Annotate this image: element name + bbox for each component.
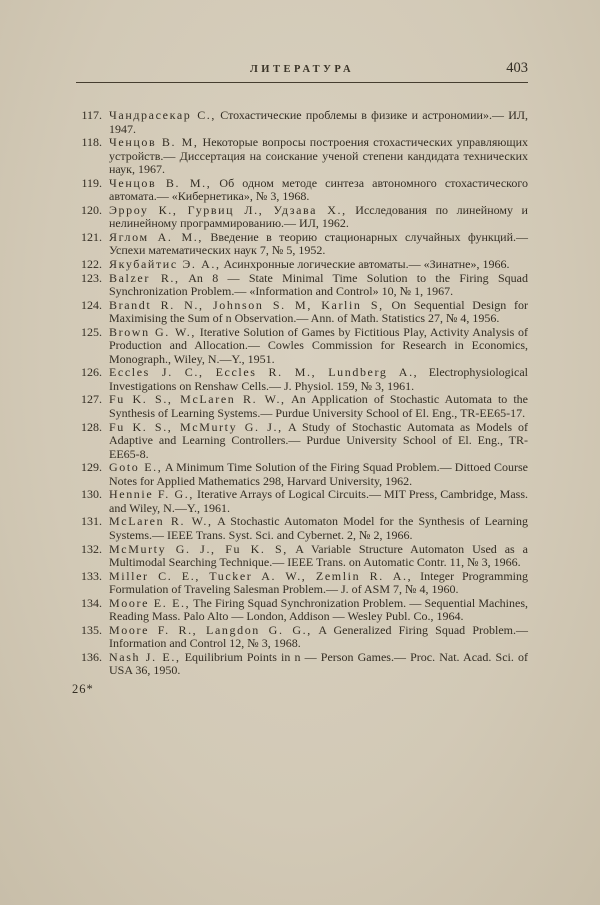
reference-item xyxy=(76,177,528,204)
reference-author: Яглом А. М., xyxy=(109,229,203,244)
reference-item xyxy=(76,204,528,231)
reference-author: Fu K. S., McMurty G. J., xyxy=(109,419,283,434)
reference-author: Brandt R. N., Johnson S. M, Karlin S, xyxy=(109,297,384,312)
reference-number: 126. xyxy=(81,365,102,380)
reference-number: 118. xyxy=(81,135,102,150)
reference-list xyxy=(76,109,528,678)
reference-item xyxy=(76,109,528,136)
reference-author: McMurty G. J., Fu K. S, xyxy=(109,541,288,556)
reference-number: 124. xyxy=(81,297,102,312)
reference-text: Brown G. W., Iterative Solution of Games by Fictitious Play, Activity Analysis of Production and Allocation.— Cowles Commission for Research in Economics, Monograph., Wiley, N.—Y., 1951. xyxy=(109,324,528,366)
reference-number: 119. xyxy=(81,175,102,190)
reference-number: 134. xyxy=(81,595,102,610)
reference-number: 129. xyxy=(81,460,102,475)
reference-author: Miller C. E., Tucker A. W., Zemlin R. A., xyxy=(109,568,413,583)
reference-number: 136. xyxy=(81,649,102,664)
reference-item xyxy=(76,543,528,570)
reference-number: 117. xyxy=(81,108,102,122)
printer-signature-mark: 26* xyxy=(72,681,94,696)
reference-number: 135. xyxy=(81,622,102,637)
reference-author: Eccles J. C., Eccles R. M., Lundberg A., xyxy=(109,365,419,380)
reference-author: Brown G. W., xyxy=(109,324,196,339)
reference-author: Nash J. E., xyxy=(109,649,181,664)
reference-item xyxy=(76,136,528,177)
running-header xyxy=(76,60,528,82)
reference-text: Moore F. R., Langdon G. G., A Generalized Firing Squad Problem.— Information and Control 12, № 3, 1968. xyxy=(109,622,528,651)
reference-text: Eccles J. C., Eccles R. M., Lundberg A., Electrophysiological Investigations on Renshaw Cells.— J. Physiol. 159, № 3, 1961. xyxy=(109,365,528,393)
reference-text: Goto E., A Minimum Time Solution of the Firing Squad Problem.— Dittoed Course Notes for Applied Mathematics 298, Harvard University, 1962. xyxy=(109,460,528,488)
reference-text: Fu K. S., McMurty G. J., A Study of Stochastic Automata as Models of Adaptive and Learning Controllers.— Purdue University School of El. Eng., TR-EE65-8. xyxy=(109,419,528,461)
reference-text: Чандрасекар С., Стохастические проблемы в физике и астрономии».— ИЛ, 1947. xyxy=(109,108,528,136)
reference-author: Hennie F. G., xyxy=(109,487,194,502)
page-body xyxy=(72,60,529,697)
reference-author: Ченцов В. М, xyxy=(109,135,199,150)
reference-item xyxy=(76,488,528,515)
reference-number: 133. xyxy=(81,568,102,583)
reference-item xyxy=(76,393,528,420)
reference-number: 122. xyxy=(81,257,102,272)
reference-number: 130. xyxy=(81,487,102,502)
reference-item xyxy=(76,515,528,542)
reference-text: Эрроу К., Гурвиц Л., Удзава Х., Исследования по линейному и нелинейному программированию.— ИЛ, 1962. xyxy=(109,202,528,231)
reference-author: Ченцов В. М., xyxy=(109,175,212,190)
reference-text: Ченцов В. М., Об одном методе синтеза автономного стохастического автомата.— «Кибернетика», № 3, 1968. xyxy=(109,175,528,204)
running-header-title: ЛИТЕРАТУРА xyxy=(249,64,355,75)
reference-author: Fu K. S., McLaren R. W., xyxy=(109,392,286,407)
reference-text: McMurty G. J., Fu K. S, A Variable Structure Automaton Used as a Multimodal Searching Technique.— IEEE Trans. on Automatic Contr. 11, № 3, 1966. xyxy=(109,541,528,570)
reference-author: Goto E., xyxy=(109,460,163,475)
reference-number: 128. xyxy=(81,419,102,434)
reference-author: Moore E. E., xyxy=(109,595,191,610)
reference-author: Чандрасекар С., xyxy=(109,108,216,122)
page-number: 403 xyxy=(506,60,528,76)
reference-item xyxy=(76,366,528,393)
reference-text: Balzer R., An 8 — State Minimal Time Solution to the Firing Squad Synchronization Problem.— «Information and Control» 10, № 1, 1967. xyxy=(109,270,528,299)
reference-item xyxy=(76,272,528,299)
reference-item xyxy=(76,461,528,488)
reference-item xyxy=(76,231,528,258)
reference-text: Brandt R. N., Johnson S. M, Karlin S, On Sequential Design for Maximising the Sum of n Observation.— Ann. of Math. Statistics 27, № 4, 1956. xyxy=(109,297,529,326)
reference-text: Miller C. E., Tucker A. W., Zemlin R. A., Integer Programming Formulation of Traveling Salesman Problem.— J. of ASM 7, № 4, 1960. xyxy=(109,568,528,597)
header-rule xyxy=(76,82,528,83)
reference-author: Эрроу К., Гурвиц Л., Удзава Х., xyxy=(109,202,347,217)
reference-number: 127. xyxy=(81,392,102,407)
reference-item xyxy=(76,326,528,367)
reference-item xyxy=(76,597,528,624)
reference-item xyxy=(76,299,528,326)
reference-number: 123. xyxy=(81,270,102,285)
reference-number: 120. xyxy=(81,202,102,217)
reference-text: Ченцов В. М, Некоторые вопросы построения стохастических управляющих устройств.— Диссертация на соискание ученой степени кандидата технических наук, 1967. xyxy=(109,135,528,177)
reference-author: Moore F. R., Langdon G. G., xyxy=(109,622,312,637)
reference-number: 131. xyxy=(81,514,102,529)
reference-number: 132. xyxy=(81,541,102,556)
reference-text: Яглом А. М., Введение в теорию стационарных случайных функций.— Успехи математических наук 7, № 5, 1952. xyxy=(109,229,528,258)
reference-item xyxy=(76,421,528,462)
reference-text: Moore E. E., The Firing Squad Synchronization Problem. — Sequential Machines, Reading Mass. Palo Alto — London, Addison — Wesley Publ. Co., 1964. xyxy=(109,595,528,624)
reference-item xyxy=(76,258,528,272)
reference-author: Balzer R., xyxy=(109,270,180,285)
reference-text: Якубайтис Э. А., Асинхронные логические автоматы.— «Зинатне», 1966. xyxy=(109,257,510,272)
reference-author: McLaren R. W., xyxy=(109,514,213,529)
reference-number: 121. xyxy=(81,229,102,244)
reference-item xyxy=(76,624,528,651)
reference-text: Hennie F. G., Iterative Arrays of Logical Circuits.— MIT Press, Cambridge, Mass. and Wiley, N.—Y., 1961. xyxy=(109,487,528,515)
reference-text: McLaren R. W., A Stochastic Automaton Model for the Synthesis of Learning Systems.— IEEE Trans. Syst. Sci. and Cybernet. 2, № 2, 1966. xyxy=(109,514,528,542)
reference-number: 125. xyxy=(81,324,102,339)
reference-text: Fu K. S., McLaren R. W., An Application of Stochastic Automata to the Synthesis of Learning Systems.— Purdue University School of El. Eng., TR-EE65-17. xyxy=(109,392,529,421)
reference-item xyxy=(76,570,528,597)
reference-text: Nash J. E., Equilibrium Points in n — Person Games.— Proc. Nat. Acad. Sci. of USA 36, 1950. xyxy=(109,649,528,678)
reference-item xyxy=(76,651,528,678)
reference-author: Якубайтис Э. А., xyxy=(109,257,221,272)
